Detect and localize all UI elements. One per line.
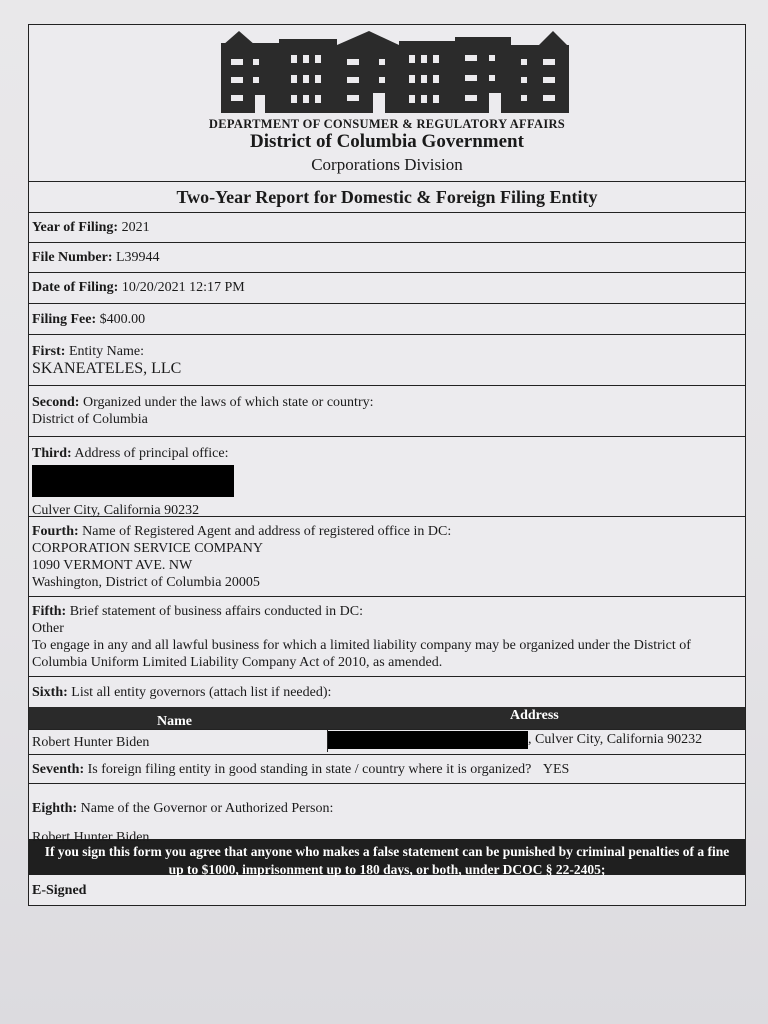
file-number-label: File Number:: [32, 250, 113, 265]
government-name: District of Columbia Government: [250, 131, 524, 152]
third-label: Third:: [32, 446, 72, 461]
organized-under-row: [29, 386, 745, 437]
year-label: Year of Filing:: [32, 220, 119, 235]
legal-warning: If you sign this form you agree that anyone who makes a false statement can be punished by criminal penalties of a fine up to $1000, imprisonment up to 180 days, or both, under DCOC § 22-2405;: [29, 839, 745, 875]
division-name: Corporations Division: [311, 155, 463, 174]
fourth-label: Fourth:: [32, 524, 79, 539]
registered-agent-row: [29, 517, 745, 597]
fifth-text: Brief statement of business affairs conducted in DC:: [69, 604, 364, 619]
agent-street: 1090 VERMONT AVE. NW: [32, 558, 193, 573]
name-column-header: Name: [157, 714, 192, 729]
signature-row: [29, 875, 745, 905]
seventh-text: Is foreign filing entity in good standing in state / country where it is organized?: [87, 762, 532, 777]
fifth-other: Other: [32, 621, 64, 636]
governor-name: Robert Hunter Biden: [32, 735, 150, 750]
government-building-logo: [219, 29, 571, 115]
first-text: Entity Name:: [68, 344, 144, 359]
third-city: Culver City, California 90232: [32, 503, 200, 518]
seventh-value: YES: [542, 762, 570, 777]
year-value: 2021: [121, 220, 150, 235]
sixth-text: List all entity governors (attach list if needed):: [71, 685, 332, 700]
filing-form: [28, 24, 746, 906]
form-header: [29, 25, 745, 182]
governors-table-header: [29, 707, 745, 730]
signature: E-Signed: [32, 883, 87, 898]
fee-label: Filing Fee:: [32, 312, 97, 327]
fifth-statement: To engage in any and all lawful business for which a limited liability company may be organized under the District of Columbia Uniform Limited Liability Company Act of 2010, as amended.: [32, 638, 691, 670]
file-number-value: L39944: [115, 250, 160, 265]
year-of-filing-row: [29, 213, 745, 243]
entity-name-row: [29, 335, 745, 386]
fourth-text: Name of Registered Agent and address of registered office in DC:: [82, 524, 452, 539]
seventh-label: Seventh:: [32, 762, 85, 777]
governor-city: , Culver City, California 90232: [528, 732, 703, 747]
redacted-address: [32, 465, 234, 497]
eighth-text: Name of the Governor or Authorized Person:: [80, 801, 334, 816]
second-value: District of Columbia: [32, 412, 148, 427]
form-title: Two-Year Report for Domestic & Foreign Filing Entity: [29, 182, 745, 213]
date-of-filing-row: [29, 273, 745, 304]
fifth-label: Fifth:: [32, 604, 67, 619]
business-affairs-row: [29, 597, 745, 677]
governors-row: [29, 677, 745, 707]
first-label: First:: [32, 344, 66, 359]
principal-office-row: [29, 437, 745, 517]
good-standing-row: [29, 755, 745, 784]
filing-fee-row: [29, 304, 745, 335]
governor-address: [327, 730, 744, 752]
date-value: 10/20/2021 12:17 PM: [121, 280, 245, 295]
agent-name: CORPORATION SERVICE COMPANY: [32, 541, 263, 556]
fee-value: $400.00: [99, 312, 146, 327]
agent-city: Washington, District of Columbia 20005: [32, 575, 260, 590]
entity-name: SKANEATELES, LLC: [32, 360, 182, 377]
second-text: Organized under the laws of which state or country:: [82, 395, 374, 410]
second-label: Second:: [32, 395, 80, 410]
date-label: Date of Filing:: [32, 280, 119, 295]
address-column-header: Address: [510, 708, 559, 723]
eighth-label: Eighth:: [32, 801, 78, 816]
table-row: [29, 730, 745, 755]
redacted-governor-address: [328, 731, 528, 749]
eighth-value: Robert Hunter Biden: [32, 830, 150, 845]
sixth-label: Sixth:: [32, 685, 68, 700]
third-text: Address of principal office:: [74, 446, 229, 461]
department-name: DEPARTMENT OF CONSUMER & REGULATORY AFFAIRS: [208, 117, 566, 131]
authorized-person-row: [29, 784, 745, 845]
file-number-row: [29, 243, 745, 273]
